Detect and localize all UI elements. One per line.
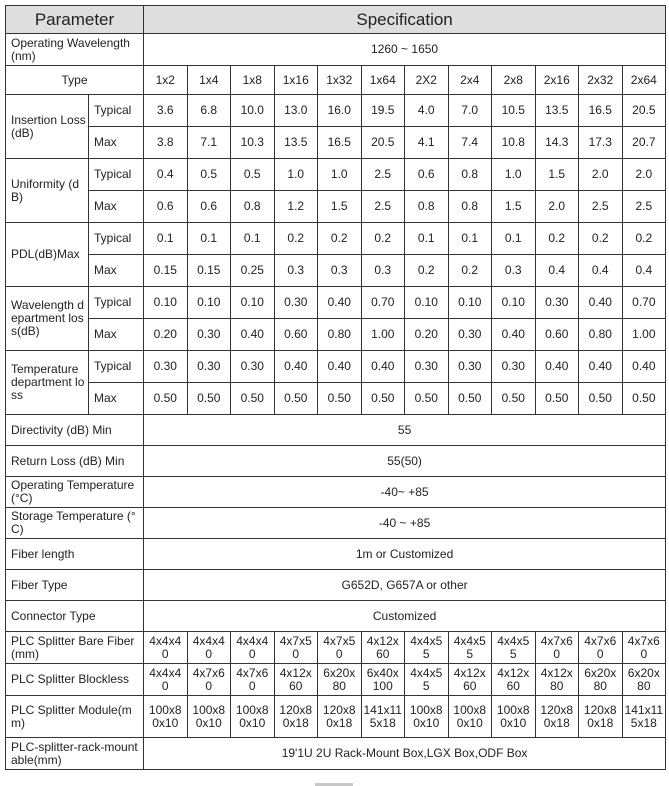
bare_fiber-cell: 4x4x40 bbox=[144, 632, 188, 664]
wavelength_dep-max-cell: 0.20 bbox=[144, 319, 188, 351]
type-cell: 1x16 bbox=[274, 66, 318, 95]
type-row bbox=[6, 66, 666, 95]
blockless-cell: 6x20x80 bbox=[622, 664, 666, 696]
connector-row bbox=[6, 601, 666, 632]
blockless-cell: 4x12x60 bbox=[492, 664, 536, 696]
rack-row bbox=[6, 738, 666, 770]
pdl-typical-cell: 0.2 bbox=[622, 223, 666, 255]
temp_dep-typical-cell: 0.40 bbox=[361, 351, 405, 383]
storage_temp-value: -40 ~ +85 bbox=[144, 508, 666, 539]
temp_dep-max-cell: 0.50 bbox=[361, 383, 405, 415]
pdl-max-cell: 0.3 bbox=[318, 255, 362, 287]
wavelength_dep-max-cell: 0.30 bbox=[187, 319, 231, 351]
wavelength_dep-max-cell: 0.80 bbox=[318, 319, 362, 351]
temp_dep-max-cell: 0.50 bbox=[187, 383, 231, 415]
insertion-max-cell: 16.5 bbox=[318, 127, 362, 159]
temp_dep-typical-cell: 0.30 bbox=[492, 351, 536, 383]
connector-label: Connector Type bbox=[6, 601, 144, 632]
bare_fiber-cell: 4x4x55 bbox=[405, 632, 449, 664]
insertion-typical-cell: 16.0 bbox=[318, 95, 362, 127]
type-label: Type bbox=[6, 66, 144, 95]
uniformity-typical-label: Typical bbox=[89, 159, 144, 191]
pdl-max-cell: 0.4 bbox=[622, 255, 666, 287]
type-cell: 1x2 bbox=[144, 66, 188, 95]
uniformity-typical-cell: 1.0 bbox=[318, 159, 362, 191]
uniformity-typical-row bbox=[6, 159, 666, 191]
blockless-label: PLC Splitter Blockless bbox=[6, 664, 144, 696]
fiber_type-label: Fiber Type bbox=[6, 570, 144, 601]
temp_dep-max-cell: 0.50 bbox=[144, 383, 188, 415]
uniformity-max-cell: 1.5 bbox=[492, 191, 536, 223]
wavelength_dep-typical-cell: 0.10 bbox=[144, 287, 188, 319]
temp_dep-max-cell: 0.50 bbox=[405, 383, 449, 415]
temp_dep-typical-label: Typical bbox=[89, 351, 144, 383]
blockless-cell: 4x4x55 bbox=[405, 664, 449, 696]
insertion-label: Insertion Loss (dB) bbox=[6, 95, 89, 159]
temp_dep-typical-cell: 0.40 bbox=[274, 351, 318, 383]
uniformity-typical-cell: 2.0 bbox=[579, 159, 623, 191]
wavelength-row bbox=[6, 34, 666, 66]
bare_fiber-cell: 4x7x50 bbox=[318, 632, 362, 664]
uniformity-typical-cell: 1.0 bbox=[492, 159, 536, 191]
temp_dep-typical-row bbox=[6, 351, 666, 383]
bare_fiber-cell: 4x12x60 bbox=[361, 632, 405, 664]
uniformity-max-cell: 1.5 bbox=[318, 191, 362, 223]
fiber_type-row bbox=[6, 570, 666, 601]
insertion-max-cell: 20.5 bbox=[361, 127, 405, 159]
temp_dep-max-cell: 0.50 bbox=[448, 383, 492, 415]
uniformity-typical-cell: 0.5 bbox=[231, 159, 275, 191]
op_temp-value: -40~ +85 bbox=[144, 477, 666, 508]
return_loss-label: Return Loss (dB) Min bbox=[6, 446, 144, 477]
insertion-typical-cell: 19.5 bbox=[361, 95, 405, 127]
uniformity-label: Uniformity (dB) bbox=[6, 159, 89, 223]
uniformity-max-cell: 1.2 bbox=[274, 191, 318, 223]
wavelength-label: Operating Wavelength (nm) bbox=[6, 34, 144, 66]
pdl-typical-cell: 0.1 bbox=[448, 223, 492, 255]
temp_dep-max-row bbox=[6, 383, 666, 415]
insertion-max-cell: 20.7 bbox=[622, 127, 666, 159]
uniformity-max-cell: 0.8 bbox=[231, 191, 275, 223]
rack-value: 19'1U 2U Rack-Mount Box,LGX Box,ODF Box bbox=[144, 738, 666, 770]
temp_dep-max-cell: 0.50 bbox=[318, 383, 362, 415]
type-cell: 1x64 bbox=[361, 66, 405, 95]
pdl-max-cell: 0.4 bbox=[535, 255, 579, 287]
bare_fiber-label: PLC Splitter Bare Fiber(mm) bbox=[6, 632, 144, 664]
uniformity-typical-cell: 0.8 bbox=[448, 159, 492, 191]
insertion-max-cell: 4.1 bbox=[405, 127, 449, 159]
module-row bbox=[6, 696, 666, 738]
pdl-typical-cell: 0.2 bbox=[579, 223, 623, 255]
blockless-cell: 4x7x60 bbox=[187, 664, 231, 696]
temp_dep-max-cell: 0.50 bbox=[622, 383, 666, 415]
pdl-max-cell: 0.2 bbox=[448, 255, 492, 287]
type-cell: 2x32 bbox=[579, 66, 623, 95]
insertion-max-cell: 13.5 bbox=[274, 127, 318, 159]
wavelength_dep-max-row bbox=[6, 319, 666, 351]
wavelength_dep-label: Wavelength department loss(dB) bbox=[6, 287, 89, 351]
pdl-typical-cell: 0.2 bbox=[535, 223, 579, 255]
type-cell: 1x8 bbox=[231, 66, 275, 95]
temp_dep-max-cell: 0.50 bbox=[274, 383, 318, 415]
temp_dep-label: Temperature department loss bbox=[6, 351, 89, 415]
wavelength-value: 1260 ~ 1650 bbox=[144, 34, 666, 66]
insertion-typical-cell: 16.5 bbox=[579, 95, 623, 127]
wavelength_dep-typical-cell: 0.10 bbox=[231, 287, 275, 319]
uniformity-typical-cell: 1.5 bbox=[535, 159, 579, 191]
module-cell: 100x80x10 bbox=[492, 696, 536, 738]
module-cell: 100x80x10 bbox=[448, 696, 492, 738]
pdl-typical-cell: 0.1 bbox=[231, 223, 275, 255]
storage_temp-row bbox=[6, 508, 666, 539]
type-cell: 2X2 bbox=[405, 66, 449, 95]
insertion-typical-row bbox=[6, 95, 666, 127]
wavelength_dep-typical-cell: 0.10 bbox=[492, 287, 536, 319]
insertion-max-cell: 7.1 bbox=[187, 127, 231, 159]
wavelength_dep-typical-cell: 0.70 bbox=[622, 287, 666, 319]
wavelength_dep-typical-row bbox=[6, 287, 666, 319]
directivity-label: Directivity (dB) Min bbox=[6, 415, 144, 446]
temp_dep-max-cell: 0.50 bbox=[231, 383, 275, 415]
wavelength_dep-typical-cell: 0.10 bbox=[187, 287, 231, 319]
module-cell: 120x80x18 bbox=[535, 696, 579, 738]
pdl-max-cell: 0.3 bbox=[361, 255, 405, 287]
module-cell: 100x80x10 bbox=[405, 696, 449, 738]
insertion-typical-cell: 4.0 bbox=[405, 95, 449, 127]
temp_dep-typical-cell: 0.30 bbox=[144, 351, 188, 383]
temp_dep-typical-cell: 0.30 bbox=[405, 351, 449, 383]
storage_temp-label: Storage Temperature (°C) bbox=[6, 508, 144, 539]
wavelength_dep-typical-cell: 0.40 bbox=[579, 287, 623, 319]
type-cell: 1x4 bbox=[187, 66, 231, 95]
insertion-max-label: Max bbox=[89, 127, 144, 159]
bare_fiber-row bbox=[6, 632, 666, 664]
insertion-typical-cell: 13.5 bbox=[535, 95, 579, 127]
bare_fiber-cell: 4x4x40 bbox=[187, 632, 231, 664]
blockless-cell: 4x4x40 bbox=[144, 664, 188, 696]
wavelength_dep-max-cell: 0.60 bbox=[535, 319, 579, 351]
pdl-typical-cell: 0.1 bbox=[405, 223, 449, 255]
return_loss-value: 55(50) bbox=[144, 446, 666, 477]
pdl-max-cell: 0.3 bbox=[274, 255, 318, 287]
pdl-max-label: Max bbox=[89, 255, 144, 287]
insertion-typical-cell: 20.5 bbox=[622, 95, 666, 127]
type-cell: 2x64 bbox=[622, 66, 666, 95]
fiber_type-value: G652D, G657A or other bbox=[144, 570, 666, 601]
type-cell: 2x8 bbox=[492, 66, 536, 95]
uniformity-max-cell: 2.5 bbox=[361, 191, 405, 223]
bare_fiber-cell: 4x7x60 bbox=[622, 632, 666, 664]
temp_dep-typical-cell: 0.30 bbox=[187, 351, 231, 383]
type-cell: 1x32 bbox=[318, 66, 362, 95]
bare_fiber-cell: 4x7x60 bbox=[579, 632, 623, 664]
pdl-max-cell: 0.25 bbox=[231, 255, 275, 287]
bare_fiber-cell: 4x4x55 bbox=[448, 632, 492, 664]
insertion-typical-cell: 7.0 bbox=[448, 95, 492, 127]
uniformity-max-cell: 2.5 bbox=[622, 191, 666, 223]
blockless-row bbox=[6, 664, 666, 696]
wavelength_dep-max-cell: 0.40 bbox=[231, 319, 275, 351]
insertion-typical-cell: 10.0 bbox=[231, 95, 275, 127]
wavelength_dep-max-cell: 0.40 bbox=[492, 319, 536, 351]
wavelength_dep-max-label: Max bbox=[89, 319, 144, 351]
blockless-cell: 4x12x60 bbox=[448, 664, 492, 696]
wavelength_dep-typical-cell: 0.40 bbox=[318, 287, 362, 319]
temp_dep-max-cell: 0.50 bbox=[492, 383, 536, 415]
insertion-typical-cell: 10.5 bbox=[492, 95, 536, 127]
pdl-label: PDL(dB)Max bbox=[6, 223, 89, 287]
fiber_length-value: 1m or Customized bbox=[144, 539, 666, 570]
op_temp-label: Operating Temperature (°C) bbox=[6, 477, 144, 508]
module-cell: 141x115x18 bbox=[361, 696, 405, 738]
fiber_length-label: Fiber length bbox=[6, 539, 144, 570]
wavelength_dep-max-cell: 1.00 bbox=[361, 319, 405, 351]
wavelength_dep-max-cell: 1.00 bbox=[622, 319, 666, 351]
uniformity-typical-cell: 0.5 bbox=[187, 159, 231, 191]
wavelength_dep-max-cell: 0.60 bbox=[274, 319, 318, 351]
temp_dep-typical-cell: 0.40 bbox=[622, 351, 666, 383]
insertion-max-cell: 7.4 bbox=[448, 127, 492, 159]
insertion-max-row bbox=[6, 127, 666, 159]
pdl-typical-label: Typical bbox=[89, 223, 144, 255]
op_temp-row bbox=[6, 477, 666, 508]
pdl-typical-cell: 0.1 bbox=[187, 223, 231, 255]
fiber_length-row bbox=[6, 539, 666, 570]
pdl-typical-cell: 0.2 bbox=[318, 223, 362, 255]
bare_fiber-cell: 4x4x55 bbox=[492, 632, 536, 664]
uniformity-typical-cell: 2.0 bbox=[622, 159, 666, 191]
temp_dep-typical-cell: 0.30 bbox=[448, 351, 492, 383]
uniformity-typical-cell: 0.6 bbox=[405, 159, 449, 191]
pdl-max-cell: 0.15 bbox=[187, 255, 231, 287]
specification-header: Specification bbox=[144, 6, 666, 34]
uniformity-typical-cell: 1.0 bbox=[274, 159, 318, 191]
blockless-cell: 4x7x60 bbox=[231, 664, 275, 696]
temp_dep-max-cell: 0.50 bbox=[535, 383, 579, 415]
module-label: PLC Splitter Module(mm) bbox=[6, 696, 144, 738]
temp_dep-max-cell: 0.50 bbox=[579, 383, 623, 415]
uniformity-typical-cell: 2.5 bbox=[361, 159, 405, 191]
module-cell: 100x80x10 bbox=[187, 696, 231, 738]
uniformity-typical-cell: 0.4 bbox=[144, 159, 188, 191]
pdl-max-row bbox=[6, 255, 666, 287]
insertion-typical-cell: 13.0 bbox=[274, 95, 318, 127]
type-cell: 2x4 bbox=[448, 66, 492, 95]
wavelength_dep-typical-label: Typical bbox=[89, 287, 144, 319]
insertion-max-cell: 14.3 bbox=[535, 127, 579, 159]
temp_dep-max-label: Max bbox=[89, 383, 144, 415]
header-row bbox=[6, 6, 666, 34]
wavelength_dep-typical-cell: 0.10 bbox=[405, 287, 449, 319]
blockless-cell: 4x12x80 bbox=[535, 664, 579, 696]
table-body bbox=[6, 34, 666, 770]
connector-value: Customized bbox=[144, 601, 666, 632]
module-cell: 141x115x18 bbox=[622, 696, 666, 738]
blockless-cell: 6x40x100 bbox=[361, 664, 405, 696]
pdl-max-cell: 0.2 bbox=[405, 255, 449, 287]
temp_dep-typical-cell: 0.40 bbox=[318, 351, 362, 383]
directivity-value: 55 bbox=[144, 415, 666, 446]
temp_dep-typical-cell: 0.40 bbox=[535, 351, 579, 383]
directivity-row bbox=[6, 415, 666, 446]
pdl-max-cell: 0.4 bbox=[579, 255, 623, 287]
blockless-cell: 6x20x80 bbox=[318, 664, 362, 696]
parameter-header: Parameter bbox=[6, 6, 144, 34]
insertion-max-cell: 10.3 bbox=[231, 127, 275, 159]
blockless-cell: 4x12x60 bbox=[274, 664, 318, 696]
module-cell: 100x80x10 bbox=[144, 696, 188, 738]
module-cell: 100x80x10 bbox=[231, 696, 275, 738]
uniformity-max-cell: 0.8 bbox=[448, 191, 492, 223]
insertion-typical-cell: 6.8 bbox=[187, 95, 231, 127]
temp_dep-typical-cell: 0.30 bbox=[231, 351, 275, 383]
wavelength_dep-max-cell: 0.80 bbox=[579, 319, 623, 351]
insertion-max-cell: 3.8 bbox=[144, 127, 188, 159]
uniformity-max-cell: 2.0 bbox=[535, 191, 579, 223]
pdl-max-cell: 0.3 bbox=[492, 255, 536, 287]
pdl-max-cell: 0.15 bbox=[144, 255, 188, 287]
module-cell: 120x80x18 bbox=[274, 696, 318, 738]
wavelength_dep-typical-cell: 0.70 bbox=[361, 287, 405, 319]
wavelength_dep-max-cell: 0.30 bbox=[448, 319, 492, 351]
bare_fiber-cell: 4x4x40 bbox=[231, 632, 275, 664]
insertion-max-cell: 10.8 bbox=[492, 127, 536, 159]
type-cell: 2x16 bbox=[535, 66, 579, 95]
wavelength_dep-typical-cell: 0.10 bbox=[448, 287, 492, 319]
module-cell: 120x80x18 bbox=[318, 696, 362, 738]
wavelength_dep-max-cell: 0.20 bbox=[405, 319, 449, 351]
insertion-max-cell: 17.3 bbox=[579, 127, 623, 159]
uniformity-max-cell: 0.6 bbox=[144, 191, 188, 223]
pdl-typical-cell: 0.2 bbox=[361, 223, 405, 255]
blockless-cell: 6x20x80 bbox=[579, 664, 623, 696]
return_loss-row bbox=[6, 446, 666, 477]
temp_dep-typical-cell: 0.40 bbox=[579, 351, 623, 383]
bare_fiber-cell: 4x7x60 bbox=[535, 632, 579, 664]
pdl-typical-row bbox=[6, 223, 666, 255]
rack-label: PLC-splitter-rack-mountable(mm) bbox=[6, 738, 144, 770]
insertion-typical-label: Typical bbox=[89, 95, 144, 127]
uniformity-max-cell: 2.5 bbox=[579, 191, 623, 223]
wavelength_dep-typical-cell: 0.30 bbox=[274, 287, 318, 319]
uniformity-max-row bbox=[6, 191, 666, 223]
bare_fiber-cell: 4x7x50 bbox=[274, 632, 318, 664]
pdl-typical-cell: 0.1 bbox=[492, 223, 536, 255]
module-cell: 120x80x18 bbox=[579, 696, 623, 738]
spec-table bbox=[5, 5, 666, 770]
wavelength_dep-typical-cell: 0.30 bbox=[535, 287, 579, 319]
uniformity-max-cell: 0.8 bbox=[405, 191, 449, 223]
pdl-typical-cell: 0.1 bbox=[144, 223, 188, 255]
uniformity-max-label: Max bbox=[89, 191, 144, 223]
pdl-typical-cell: 0.2 bbox=[274, 223, 318, 255]
insertion-typical-cell: 3.6 bbox=[144, 95, 188, 127]
uniformity-max-cell: 0.6 bbox=[187, 191, 231, 223]
